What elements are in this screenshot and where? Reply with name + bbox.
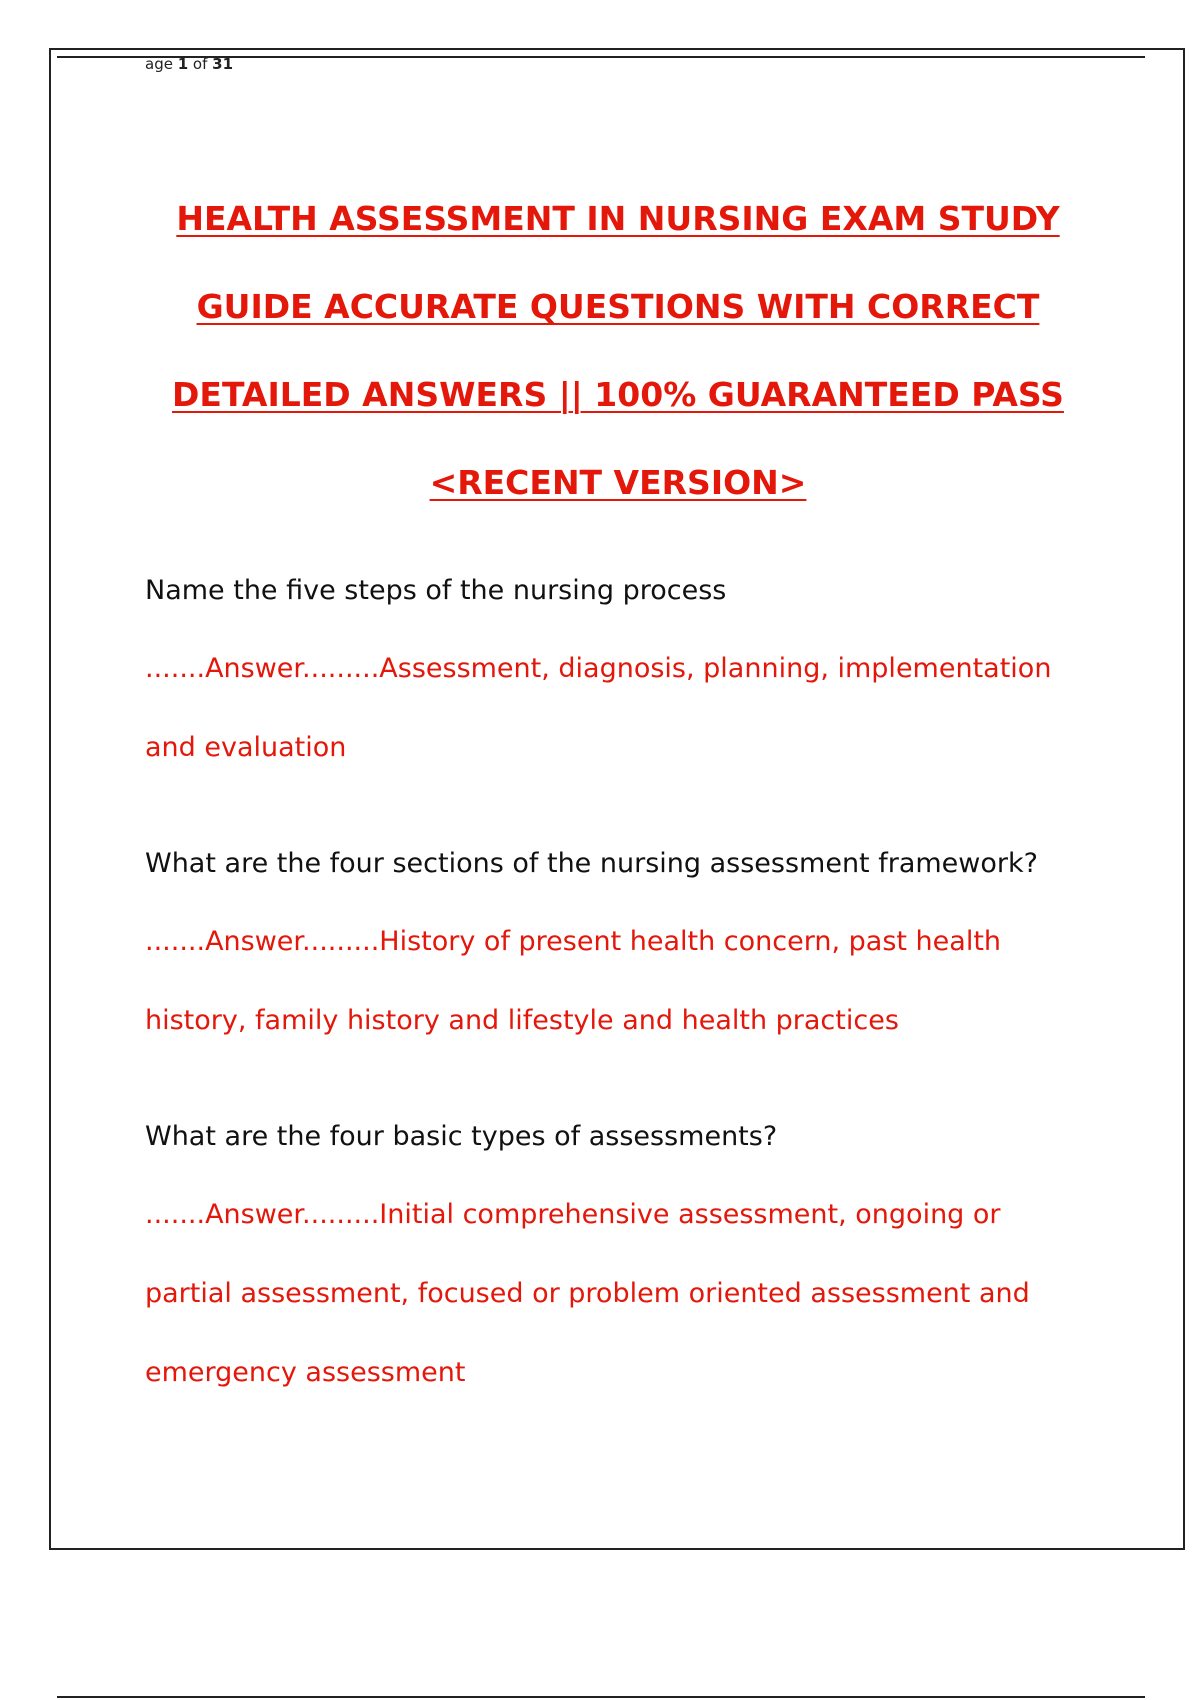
page-indicator-prefix: age: [145, 55, 178, 73]
page-total: 31: [212, 55, 234, 73]
page-indicator-separator: of: [188, 55, 213, 73]
title-line-1: HEALTH ASSESSMENT IN NURSING EXAM STUDY: [176, 199, 1060, 238]
qa-item-2: [145, 846, 1085, 1060]
answer-3: .......Answer.........Initial comprehensive assessment, ongoing or partial assessment, focused or problem oriented assessment and emergency assessment: [145, 1199, 1030, 1388]
question-1: Name the five steps of the nursing process: [145, 575, 727, 606]
bottom-rule: [57, 1696, 1145, 1698]
page-indicator: [145, 54, 233, 74]
answer-1: .......Answer.........Assessment, diagnosis, planning, implementation and evaluation: [145, 653, 1052, 763]
question-3: What are the four basic types of assessments?: [145, 1121, 778, 1152]
question-2: What are the four sections of the nursing assessment framework?: [145, 848, 1038, 879]
title-line-2: GUIDE ACCURATE QUESTIONS WITH CORRECT: [196, 287, 1040, 326]
title-line-3: DETAILED ANSWERS || 100% GUARANTEED PASS: [172, 375, 1064, 414]
title-line-4: <RECENT VERSION>: [429, 463, 807, 502]
page-current: 1: [177, 55, 189, 73]
qa-item-3: [145, 1119, 1085, 1412]
answer-2: .......Answer.........History of present health concern, past health history, family history and lifestyle and health practices: [145, 926, 1002, 1036]
document-title: [0, 175, 1200, 527]
qa-item-1: [145, 573, 1085, 787]
